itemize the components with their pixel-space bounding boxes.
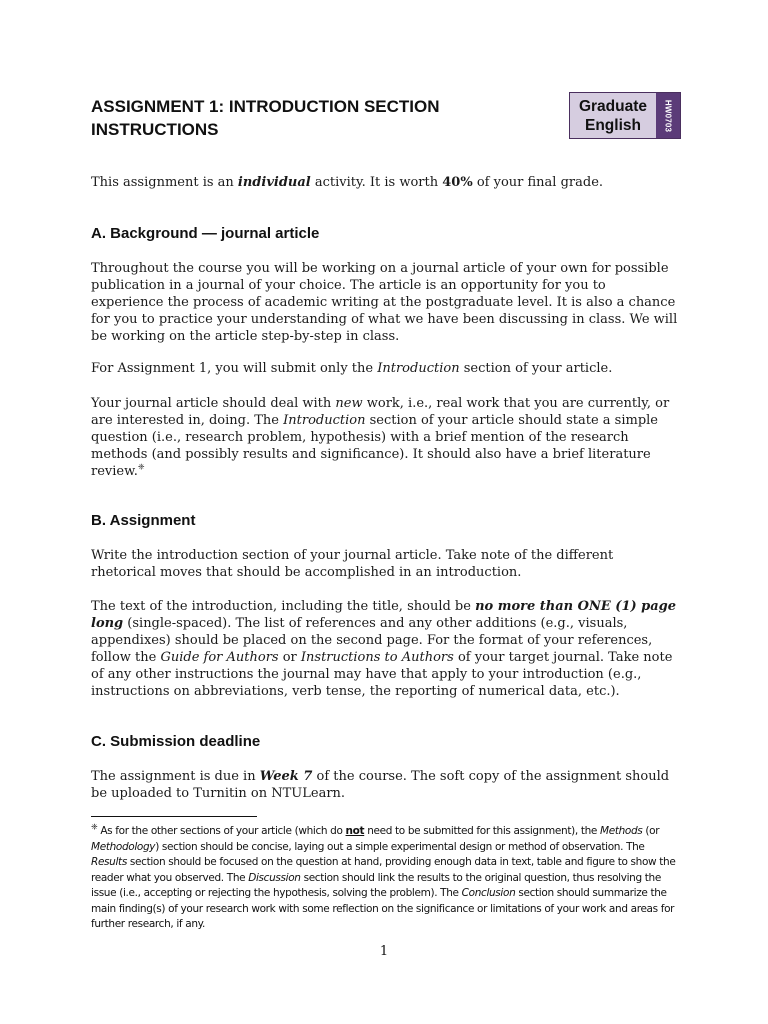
badge-code-strip: [656, 93, 680, 138]
c-p1-text-2: of the course. The soft copy of the assignment should be uploaded to Turnitin on NTULearn.: [91, 769, 670, 801]
intro-percent: 40%: [442, 175, 473, 190]
a-p3-text-2: work, i.e., real work that you are currently, or are interested in, doing. The: [91, 396, 670, 428]
section-a-paragraph-3: [91, 395, 681, 480]
page-number: 1: [379, 944, 389, 959]
a-p2-text-1: For Assignment 1, you will submit only the: [91, 361, 378, 376]
b-p2-text-3: or: [278, 650, 301, 665]
course-badge: [569, 92, 681, 139]
b-p2-text-1: The text of the introduction, including the title, should be: [91, 599, 476, 614]
fn-results: Results: [91, 856, 127, 868]
footnote-reference-mark: ❈: [137, 462, 145, 472]
badge-line-2: English: [585, 116, 641, 134]
fn-text-6: section should link the results to the original question, thus resolving the issue (i.e., accepting or rejecting the hypothesis, solving the problem). The: [91, 871, 661, 899]
fn-methodology: Methodology: [91, 840, 156, 853]
section-a-paragraph-1: Throughout the course you will be working on a journal article of your own for possible publication in a journal of your choice. The article is an opportunity for you to experience the process of academic writing at the postgraduate level. It is also a chance for you to practice your understanding of what we have been discussing in class. We will be working on the article step-by-step in class.: [91, 261, 678, 344]
b-p2-guide-for-authors: Guide for Authors: [160, 650, 279, 665]
a-p3-text-3: section of your article should state a simple question (i.e., research problem, hypothesis) with a brief mention of the research methods (and possibly results and significance). It should also have a brief literature review.: [91, 413, 658, 479]
b-p2-instructions-to-authors: Instructions to Authors: [300, 650, 454, 665]
section-a-heading: A. Background — journal article: [91, 225, 320, 242]
fn-text-2: need to be submitted for this assignment), the: [364, 825, 600, 837]
c-p1-week: Week 7: [259, 769, 313, 784]
badge-line-1: Graduate: [578, 97, 648, 115]
intro-text-2: activity. It is worth: [310, 175, 443, 190]
b-p2-text-2: (single-spaced). The list of references and any other additions (e.g., visuals, appendixes) should be placed on the second page. For the format of your references, follow the: [91, 616, 653, 665]
section-b-paragraph-2: [91, 598, 681, 700]
title-line-2: INSTRUCTIONS: [91, 120, 219, 139]
section-a-paragraph-2: [91, 360, 681, 377]
page-title: [91, 95, 531, 141]
footnote-separator: [91, 816, 257, 817]
fn-text-1: As for the other sections of your article (which do: [97, 825, 346, 837]
fn-methods: Methods: [600, 825, 643, 837]
intro-text-3: of your final grade.: [472, 175, 604, 190]
b-p2-page-limit: no more than ONE (1) page long: [91, 599, 677, 631]
section-b-heading: B. Assignment: [91, 512, 196, 529]
intro-text-1: This assignment is an: [91, 175, 238, 190]
section-c-paragraph-1: [91, 768, 681, 802]
fn-conclusion: Conclusion: [461, 887, 516, 899]
fn-text-3: (or: [642, 825, 660, 837]
a-p2-introduction: Introduction: [377, 361, 460, 376]
fn-not: not: [345, 825, 365, 837]
c-p1-text-1: The assignment is due in: [91, 769, 260, 784]
fn-text-5: section should be focused on the question at hand, providing enough data in text, table and figure to show the reader what you observed. The: [91, 856, 676, 884]
footnote-mark: ❈: [91, 822, 98, 832]
a-p3-new: new: [335, 396, 363, 411]
section-b-paragraph-1: Write the introduction section of your journal article. Take note of the different rhetorical moves that should be accomplished in an introduction.: [91, 548, 614, 580]
a-p3-text-1: Your journal article should deal with: [91, 396, 336, 411]
intro-individual: individual: [237, 175, 311, 190]
a-p2-text-2: section of your article.: [459, 361, 613, 376]
fn-discussion: Discussion: [248, 871, 301, 884]
title-line-1: ASSIGNMENT 1: INTRODUCTION SECTION: [91, 97, 440, 116]
fn-text-7: section should summarize the main finding(s) of your research work with some reflection on the significance or limitations of your work and areas for further research, if any.: [91, 887, 675, 930]
b-p2-text-4: of your target journal. Take note of any other instructions the journal may have that apply to your introduction (e.g., instructions on abbreviations, verb tense, the reporting of numerical data, etc.).: [91, 650, 673, 699]
fn-text-4: ) section should be concise, laying out a simple experimental design or method of observation. The: [155, 840, 645, 853]
badge-code: HW0703: [663, 99, 673, 132]
intro-paragraph: [91, 174, 681, 191]
section-c-heading: C. Submission deadline: [91, 733, 261, 750]
badge-label: [570, 93, 656, 138]
a-p3-introduction: Introduction: [283, 413, 366, 428]
footnote: [91, 824, 681, 933]
